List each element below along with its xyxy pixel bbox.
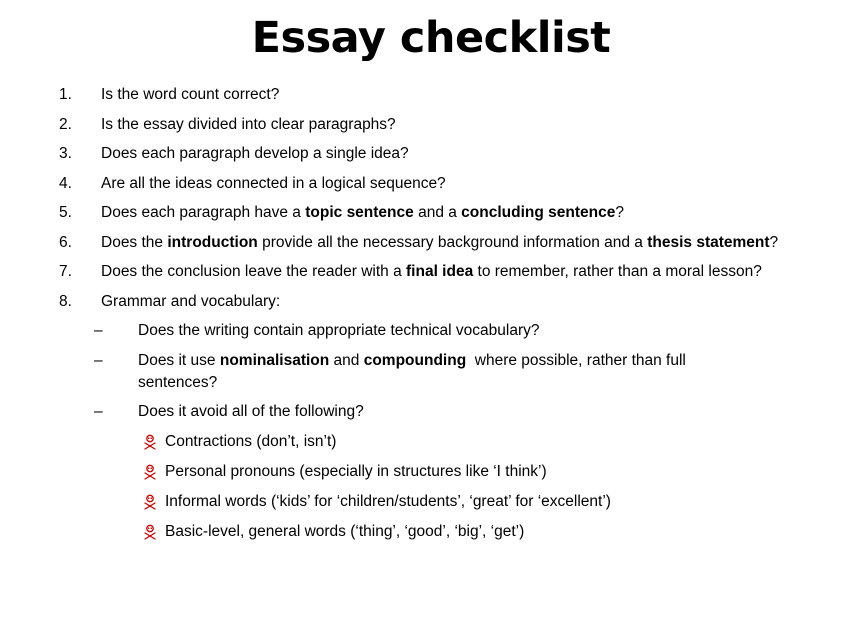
skull-crossbones-icon [143,524,157,540]
avoid-item [0,521,848,543]
grammar-sub-item [0,401,848,423]
text-run: where possible, rather than full sentences? [138,351,691,391]
item-text [101,204,624,221]
sub-item-text: Does the writing contain appropriate technical vocabulary? [138,322,540,339]
dash-bullet: – [94,403,103,420]
text-run: to remember, rather than a moral lesson? [473,263,762,280]
item-text: Are all the ideas connected in a logical sequence? [101,174,446,192]
avoid-item-text: Informal words (‘kids’ for ‘children/students’, ‘great’ for ‘excellent’) [165,492,611,510]
item-number: 7. [59,263,72,280]
avoid-item-text: Basic-level, general words (‘thing’, ‘good’, ‘big’, ‘get’) [165,522,525,540]
item-text: Grammar and vocabulary: [101,292,281,310]
avoid-item-text: Contractions (don’t, isn’t) [165,432,337,450]
list-item [0,143,848,165]
item-text [101,234,778,251]
sub-item-text [138,352,690,391]
item-number: 4. [59,174,72,192]
skull-crossbones-icon [143,494,157,510]
item-number: 5. [59,204,72,221]
list-item [0,291,848,313]
bold-term: topic sentence [305,204,414,221]
item-number: 2. [59,115,72,133]
text-run: provide all the necessary background information and a [257,233,648,251]
dash-bullet: – [94,351,103,369]
bold-term: compounding [363,351,467,369]
avoid-item [0,491,848,513]
text-run: ? [615,204,624,221]
text-run: and [329,351,364,369]
list-item [0,261,848,283]
avoid-item [0,461,848,483]
bold-term: introduction [167,233,258,251]
item-number: 6. [59,233,72,251]
text-run: ? [769,233,779,251]
list-item [0,232,848,254]
dash-bullet: – [94,322,103,339]
list-item [0,84,848,106]
skull-crossbones-icon [143,464,157,480]
page-title: Essay checklist [251,13,611,63]
checklist [0,84,848,551]
bold-term: thesis statement [647,233,770,251]
grammar-sub-item [0,320,848,342]
list-item [0,173,848,195]
item-text: Is the essay divided into clear paragraphs? [101,115,396,133]
item-text: Does each paragraph develop a single idea? [101,145,409,162]
sub-item-text: Does it avoid all of the following? [138,403,364,420]
skull-crossbones-icon [143,434,157,450]
item-number: 8. [59,292,72,310]
list-item [0,202,848,224]
list-item [0,114,848,136]
text-run: Does the conclusion leave the reader with a [101,263,407,280]
avoid-item-text: Personal pronouns (especially in structures like ‘I think’) [165,462,547,480]
grammar-sub-item [0,350,848,394]
bold-term: concluding sentence [461,204,616,221]
bold-term: final idea [406,263,474,280]
item-text: Is the word count correct? [101,86,280,103]
item-number: 1. [59,86,72,103]
text-run: Does it use [138,351,220,369]
item-number: 3. [59,145,72,162]
text-run: Does the [101,233,168,251]
text-run: and a [413,204,462,221]
text-run: Does each paragraph have a [101,204,306,221]
avoid-item [0,431,848,453]
item-text [101,263,762,280]
bold-term: nominalisation [219,351,330,369]
